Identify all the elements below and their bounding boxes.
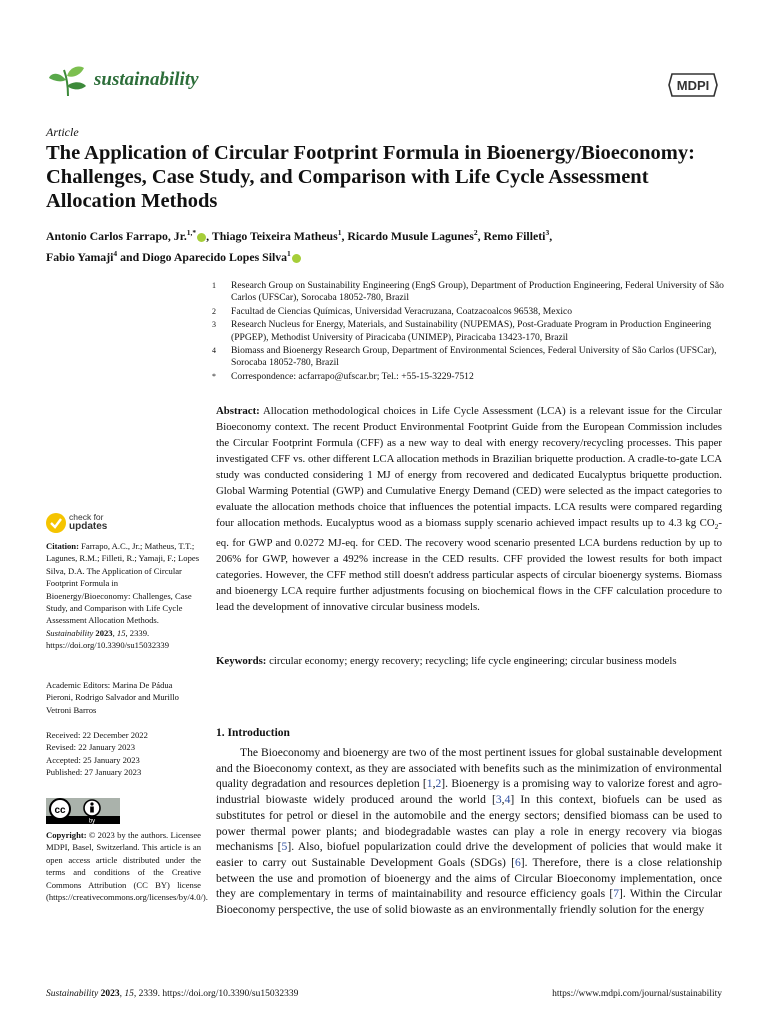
paper-title: The Application of Circular Footprint Formula in Bioenergy/Bioeconomy: Challenges, Case Study, and Comparison with Life Cycle Assessment Allocation Methods bbox=[46, 142, 695, 212]
intro-text: ] In this context, biofuels can be used as substitutes for petrol or diesel in the automobile and the energy sectors; densified biomass can be used to power thermal power plants; and biodegradable wastes can play a role in energy recovery via biogas mechanisms [ bbox=[216, 793, 722, 854]
author-name: Ricardo Musule Lagunes bbox=[347, 228, 474, 243]
sustainability-logo-icon bbox=[48, 64, 88, 98]
abstract-text-cont: -eq. for GWP and 0.0272 MJ-eq. for CED. The recovery wood scenario presented LCA burdens reduction by up to 206% for GWP, however a 492% increase in the CED results. CFF provided the lowest results for both impact categories. However, the CFF method still doesn't address particular aspects of circular bioenergy systems. Biomass and bioenergy LCA require further adjustments focusing on biochemical flows in the CFF calculation procedure to lead the development of innovative circular business models. bbox=[216, 517, 722, 614]
author-name: Fabio Yamaji bbox=[46, 249, 114, 264]
section-heading-introduction: 1. Introduction bbox=[216, 727, 290, 739]
affiliation-text: Research Nucleus for Energy, Materials, and Sustainability (NUPEMAS), Post-Graduate Program in Production Engineering (PPGEP), Methodist University of Piracicaba (UNIMEP), Piracicaba 13423-170, Brazil bbox=[231, 319, 712, 343]
article-type: Article bbox=[46, 125, 79, 139]
footer-year: 2023 bbox=[98, 989, 120, 999]
reference-link[interactable]: 7 bbox=[613, 887, 620, 901]
author-separator: , bbox=[206, 228, 212, 243]
citation-volume: , 15 bbox=[112, 627, 126, 638]
author-list bbox=[46, 224, 736, 266]
abstract bbox=[216, 403, 722, 615]
affiliation-text: Research Group on Sustainability Engineering (EngS Group), Department of Production Engineering, Federal University of São Carlos (UFSCar), Sorocaba 18052-780, Brazil bbox=[231, 280, 724, 304]
affiliation-text: Correspondence: acfarrapo@ufscar.br; Tel.: +55-15-3229-7512 bbox=[231, 370, 474, 382]
affiliation-number: 1 bbox=[212, 281, 216, 290]
orcid-icon[interactable] bbox=[292, 254, 301, 263]
author-name: Remo Filleti bbox=[483, 228, 546, 243]
reference-link[interactable]: 6 bbox=[514, 855, 521, 869]
affiliation-number: 3 bbox=[212, 320, 216, 330]
cc-text: cc bbox=[54, 805, 66, 816]
author-name: Diogo Aparecido Lopes Silva bbox=[142, 249, 288, 264]
affiliation-text: Facultad de Ciencias Químicas, Universidad Veracruzana, Coatzacoalcos 96538, Mexico bbox=[231, 305, 573, 317]
abstract-subscript: 2 bbox=[714, 522, 719, 532]
affiliation-number: 4 bbox=[212, 346, 216, 356]
intro-text: ]. Also, biofuel popularization could drive the development of policies that would make it easier to carry out Sustainable Development Goals (SDGs) [ bbox=[216, 840, 723, 869]
author-affiliation-sup: 4 bbox=[113, 248, 118, 258]
mdpi-logo-icon bbox=[667, 70, 719, 100]
check-updates-line1: check for bbox=[69, 512, 104, 522]
affiliation-item bbox=[212, 306, 727, 318]
abstract-label: Abstract: bbox=[216, 405, 260, 417]
author-separator: and bbox=[117, 249, 143, 264]
journal-name: sustainability bbox=[94, 69, 199, 90]
author-separator: , bbox=[549, 228, 553, 243]
date-revised: Revised: 22 January 2023 bbox=[46, 742, 136, 753]
citation-text: Farrapo, A.C., Jr.; Matheus, T.T.; Lagunes, R.M.; Filleti, R.; Yamaji, F.; Lopes Silva, D.A. The Application of Circular Footprint Formula in Bioenergy/Bioeconomy: Challenges, Case Study, and Comparison with Life Cycle Assessment Allocation Methods. bbox=[46, 541, 200, 626]
intro-text: ]. Bioenergy is a promising way to valorize forest and agro-industrial biowaste widely produced around the world [ bbox=[216, 777, 722, 807]
intro-text: , bbox=[432, 777, 436, 791]
affiliation-item bbox=[212, 371, 727, 383]
citation bbox=[46, 540, 201, 652]
affiliation-item bbox=[212, 280, 727, 305]
affiliation-number: * bbox=[212, 371, 216, 381]
reference-link[interactable]: 4 bbox=[504, 793, 511, 807]
academic-editors: Academic Editors: Marina De Pádua Pieroni, Rodrigo Salvador and Murillo Vetroni Barros bbox=[46, 680, 179, 715]
copyright-label: Copyright: bbox=[46, 830, 87, 840]
footer-journal-url[interactable]: https://www.mdpi.com/journal/sustainability bbox=[552, 989, 722, 999]
citation-doi[interactable]: , 2339. https://doi.org/10.3390/su15032339 bbox=[46, 627, 170, 651]
author-affiliation-sup: 2 bbox=[473, 228, 478, 237]
date-received: Received: 22 December 2022 bbox=[46, 730, 148, 740]
intro-text: The Bioeconomy and bioenergy are two of the most pertinent issues for global sustainable development and the Bioeconomy context, as they are associated with benefits such as the minimization of environmental quality degradation and resources depletion [ bbox=[216, 746, 722, 791]
check-for-updates-label[interactable] bbox=[69, 513, 107, 531]
affiliation-item bbox=[212, 345, 727, 370]
mdpi-logo-text: MDPI bbox=[676, 78, 710, 93]
date-accepted: Accepted: 25 January 2023 bbox=[46, 754, 140, 765]
reference-link[interactable]: 5 bbox=[281, 840, 288, 854]
date-published: Published: 27 January 2023 bbox=[46, 767, 142, 778]
copyright-text: © 2023 by the authors. Licensee MDPI, Basel, Switzerland. This article is an open access article distributed under the terms and conditions of the Creative Commons Attribution (CC BY) license (https://creativecommons.org/licenses/by/4.0/). bbox=[46, 830, 208, 903]
affiliation-number: 2 bbox=[212, 306, 216, 316]
author-affiliation-sup: 1,* bbox=[186, 228, 197, 237]
footer-volume: , 15 bbox=[119, 989, 134, 999]
author-name: Antonio Carlos Farrapo, Jr. bbox=[46, 228, 187, 243]
publication-dates bbox=[46, 729, 201, 779]
reference-link[interactable]: 1 bbox=[426, 777, 433, 791]
affiliation-item bbox=[212, 319, 727, 344]
keywords bbox=[216, 653, 722, 669]
author-affiliation-sup: 1 bbox=[287, 248, 291, 258]
abstract-text: Allocation methodological choices in Life Cycle Assessment (LCA) is a relevant issue for the Circular Bioeconomy context. The recent Product Environmental Footprint Guide from the European Commission includes the Circular Footprint Formula (CFF) as a new way to deal with energy recovery/recycling processes. This paper investigated CFF vs. other different LCA allocation methods in Brazilian briquette production. A cradle-to-gate LCA study was conducted considering 1 MJ of energy from recovered and dedicated Eucalyptus briquette production. Global Warming Potential (GWP) and Cumulative Energy Demand (CED) were selected as the impact categories to evaluate the allocation methods choice that influences the potential impacts. LCA results were compared regarding four allocation methods. Eucalyptus wood as a biomass supply scenario achieved impact results up to 4.3 kg CO bbox=[216, 405, 722, 529]
reference-link[interactable]: 2 bbox=[435, 777, 442, 791]
author-affiliation-sup: 1 bbox=[337, 228, 342, 237]
orcid-icon[interactable] bbox=[197, 233, 206, 242]
footer-journal: Sustainability bbox=[46, 989, 99, 999]
intro-text: ]. Therefore, there is a close relationship between the use and promotion of bioenergy and the aims of Circular Bioeconomy implementation, once they are complementary in terms of maintainability and resource efficiency goals [ bbox=[216, 855, 722, 901]
check-updates-line2: updates bbox=[69, 521, 108, 532]
cc-by-license-icon[interactable] bbox=[46, 798, 120, 824]
citation-year: 2023 bbox=[93, 627, 113, 638]
footer-doi[interactable]: , 2339. https://doi.org/10.3390/su15032339 bbox=[133, 989, 299, 999]
citation-journal: Sustainability bbox=[46, 627, 94, 638]
author-name: Thiago Teixeira Matheus bbox=[211, 228, 338, 243]
keywords-label: Keywords: bbox=[216, 655, 267, 667]
citation-label: Citation: bbox=[46, 541, 79, 551]
intro-text: , bbox=[501, 793, 505, 807]
by-text: by bbox=[88, 818, 96, 824]
footer-citation bbox=[46, 989, 298, 999]
introduction-body bbox=[216, 745, 722, 918]
reference-link[interactable]: 3 bbox=[495, 793, 502, 807]
author-separator: , bbox=[477, 228, 484, 243]
intro-text: ]. Within the Circular Bioeconomy perspective, the use of solid biowaste as an environmentally friendly solution for the energy bbox=[216, 887, 722, 917]
author-affiliation-sup: 3 bbox=[545, 228, 550, 237]
affiliation-text: Biomass and Bioenergy Research Group, Department of Environmental Sciences, Federal University of São Carlos (UFSCar), Sorocaba 18052-780, Brazil bbox=[231, 345, 717, 369]
keywords-text: circular economy; energy recovery; recycling; life cycle engineering; circular business models bbox=[266, 655, 677, 667]
author-separator: , bbox=[341, 228, 348, 243]
affiliations bbox=[212, 280, 727, 384]
copyright-notice bbox=[46, 829, 208, 903]
